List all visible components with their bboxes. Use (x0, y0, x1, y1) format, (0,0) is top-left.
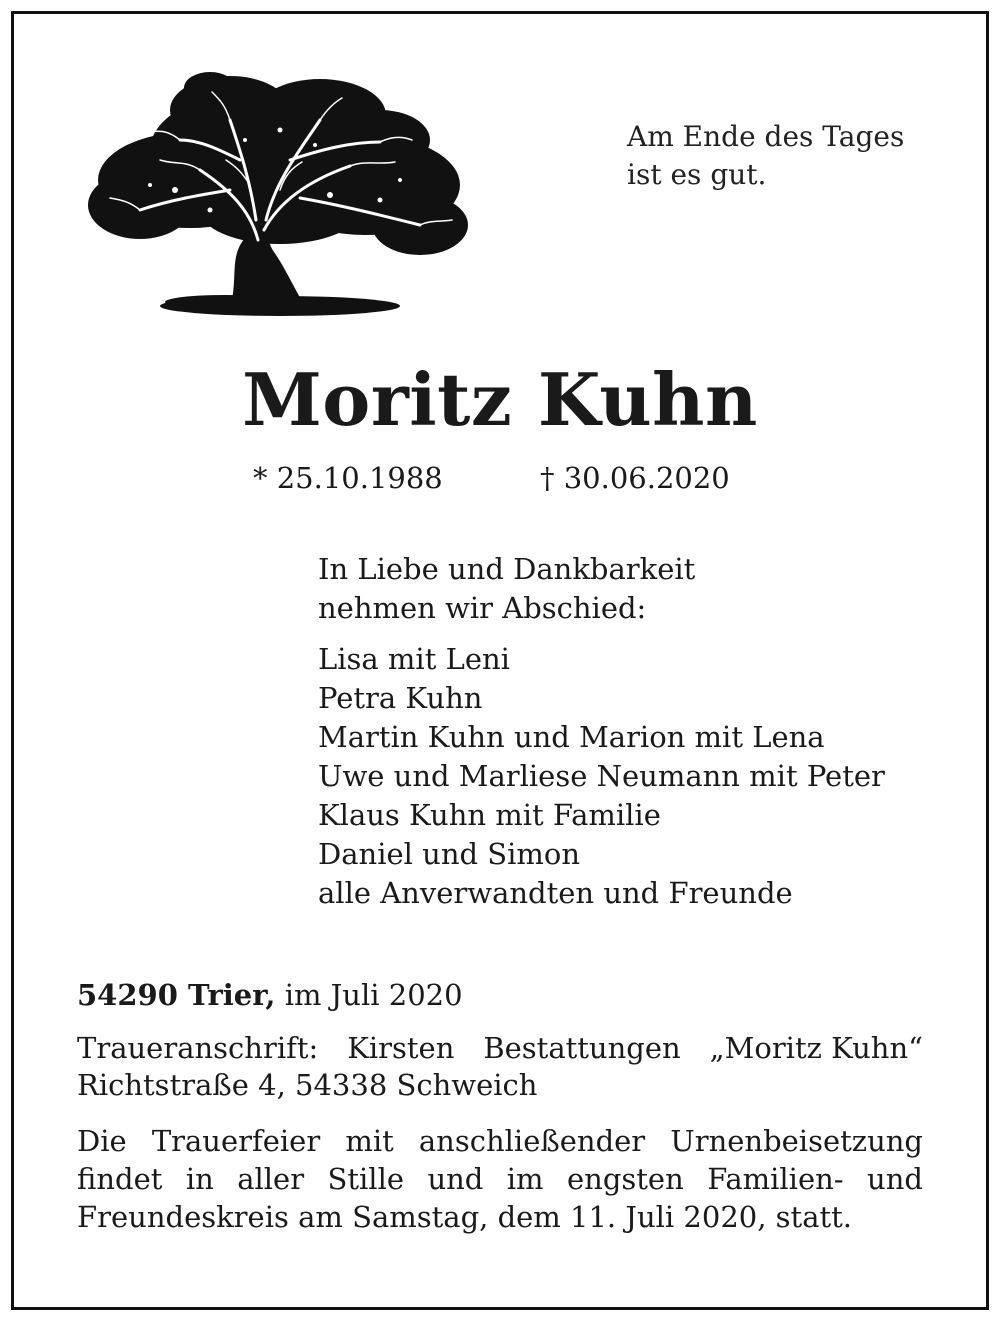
ceremony-word: in (185, 1162, 214, 1196)
quote (627, 118, 904, 194)
ceremony-word: mit (345, 1124, 394, 1158)
mourner-entry: Klaus Kuhn mit Familie (318, 798, 661, 832)
quote-line-1: Am Ende des Tages (627, 120, 905, 153)
ceremony-word: und (867, 1162, 923, 1196)
intro-line-1: In Liebe und Dankbarkeit (318, 552, 696, 586)
mourner-entry: Martin Kuhn und Marion mit Lena (318, 720, 825, 754)
ceremony-word: engsten (566, 1162, 684, 1196)
place-date: im Juli 2020 (284, 978, 463, 1012)
address-company: Kirsten (347, 1031, 455, 1065)
birth-date: * 25.10.1988 (253, 461, 443, 495)
address-street: Richtstraße 4, 54338 Schweich (77, 1068, 538, 1102)
place-city: 54290 Trier, (77, 978, 276, 1012)
ceremony-word: aller (237, 1162, 305, 1196)
ceremony-word: und (427, 1162, 484, 1196)
tree-icon (80, 70, 470, 320)
mourner-entry: Uwe und Marliese Neumann mit Peter (318, 759, 885, 793)
mourning-address (77, 1030, 923, 1104)
death-date: † 30.06.2020 (540, 461, 730, 495)
ceremony-word: Urnenbeisetzung (670, 1124, 923, 1158)
ceremony-word: anschließender (418, 1124, 646, 1158)
ceremony-word: im (506, 1162, 544, 1196)
mourner-entry: Daniel und Simon (318, 837, 581, 871)
intro-line-2: nehmen wir Abschied: (318, 591, 647, 625)
quote-line-2: ist es gut. (627, 158, 767, 191)
ceremony-line-1 (77, 1122, 923, 1160)
address-label: Traueranschrift: (77, 1031, 319, 1065)
ceremony-line-3: Freundeskreis am Samstag, dem 11. Juli 2020, statt. (77, 1200, 853, 1234)
ceremony-word: Familien- (707, 1162, 844, 1196)
ceremony-word: Trauerfeier (151, 1124, 321, 1158)
ceremony-notice (77, 1122, 923, 1236)
mourner-entry: Lisa mit Leni (318, 642, 510, 676)
ceremony-line-2 (77, 1160, 923, 1198)
mourner-entry: alle Anverwandten und Freunde (318, 876, 793, 910)
place-and-date (77, 975, 463, 1015)
address-company-2: Bestattungen (483, 1031, 681, 1065)
ceremony-word: findet (77, 1162, 163, 1196)
ceremony-word: Die (77, 1124, 127, 1158)
farewell-intro (318, 550, 695, 628)
deceased-name: Moritz Kuhn (242, 357, 758, 442)
mourner-entry: Petra Kuhn (318, 681, 483, 715)
address-reference: „Moritz Kuhn“ (709, 1031, 923, 1065)
ceremony-word: Stille (327, 1162, 405, 1196)
mourners-list (318, 640, 885, 913)
